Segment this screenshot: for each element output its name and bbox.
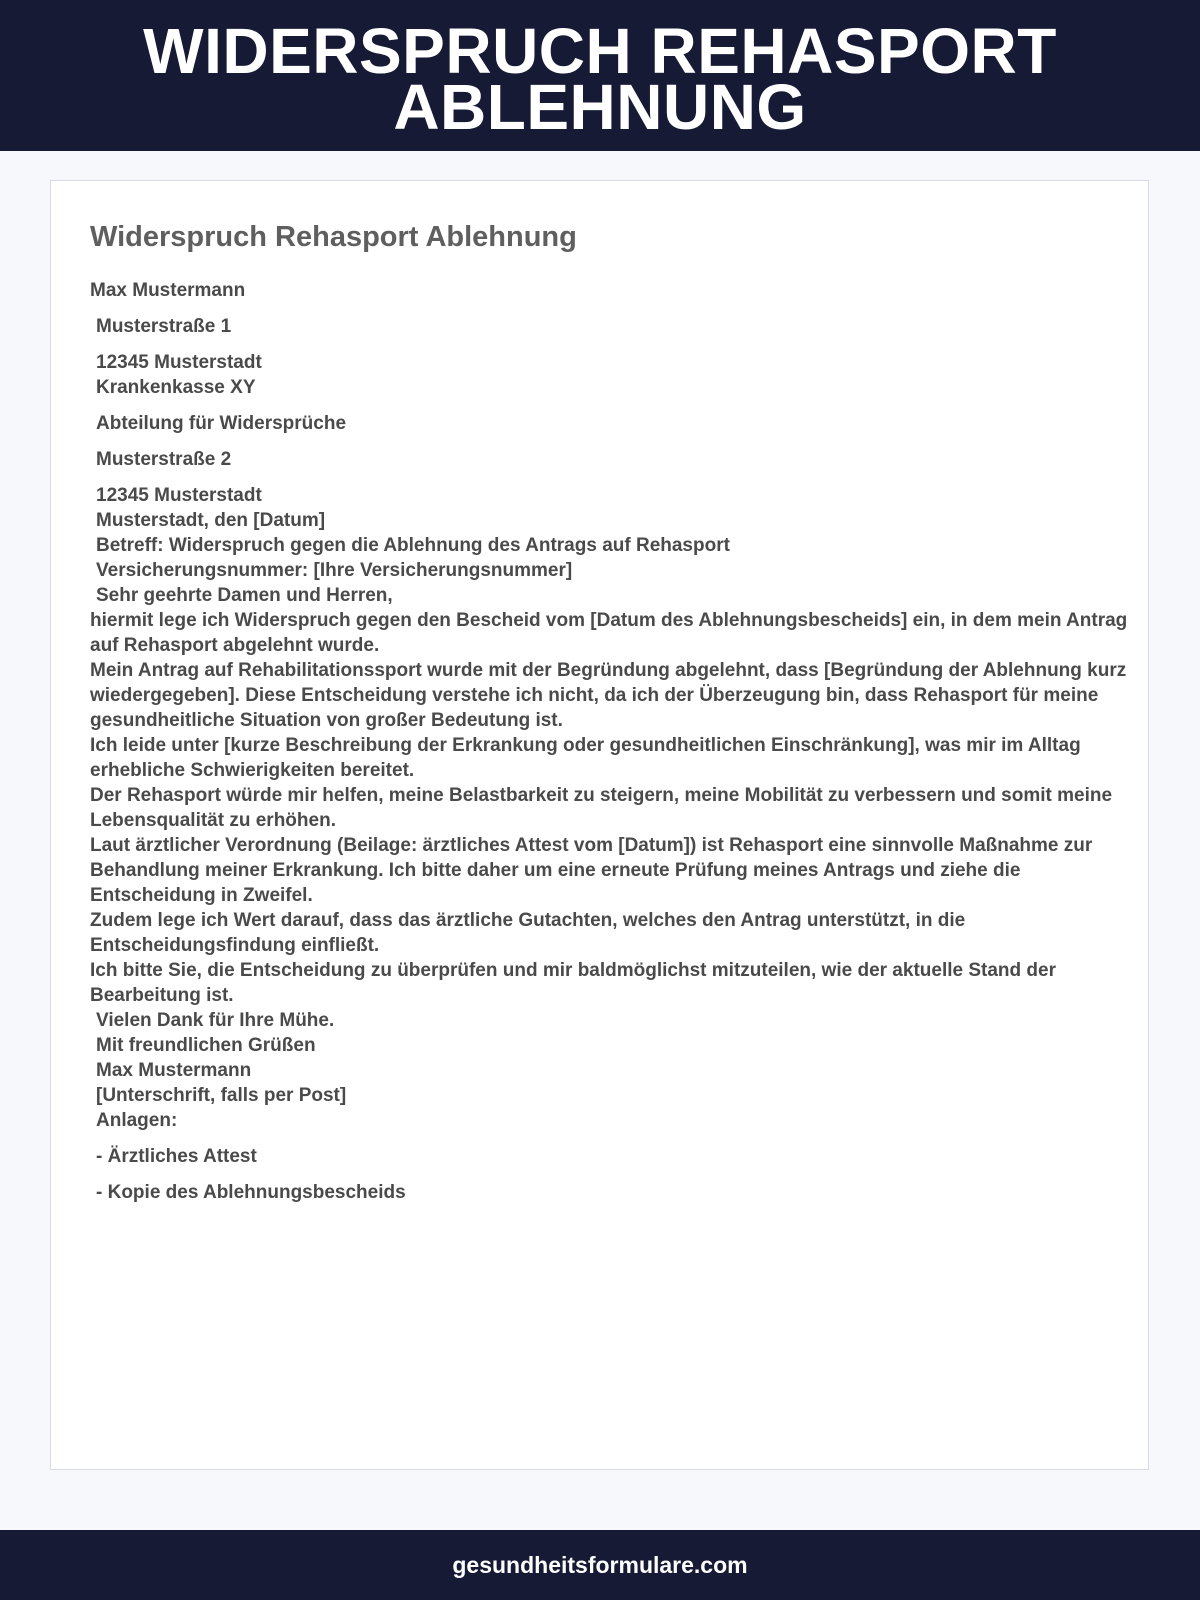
header-banner — [0, 0, 1200, 151]
letter-body — [90, 278, 1130, 1205]
attachment-item: - Ärztliches Attest — [96, 1146, 257, 1167]
recipient-street: Musterstraße 2 — [96, 449, 232, 470]
signature-name: Max Mustermann — [96, 1060, 252, 1081]
banner-title: WIDERSPRUCH REHASPORT ABLEHNUNG — [143, 14, 1057, 143]
recipient-department: Abteilung für Widersprüche — [96, 413, 347, 434]
recipient-name: Krankenkasse XY — [96, 377, 256, 398]
sender-name: Max Mustermann — [90, 280, 246, 301]
body-paragraph: Laut ärztlicher Verordnung (Beilage: ärztliches Attest vom [Datum]) ist Rehasport eine sinnvolle Maßnahme zur Behandlung meiner Erkrankung. Ich bitte daher um eine erneute Prüfung meines Antrags und ziehe die Entscheidung in Zweifel. — [90, 835, 1093, 906]
insurance-number: Versicherungsnummer: [Ihre Versicherungsnummer] — [96, 560, 573, 581]
footer-site-link[interactable]: gesundheitsformulare.com — [452, 1551, 748, 1578]
attachment-item: - Kopie des Ablehnungsbescheids — [96, 1182, 406, 1203]
recipient-city: 12345 Musterstadt — [96, 485, 262, 506]
subject-line: Betreff: Widerspruch gegen die Ablehnung des Antrags auf Rehasport — [96, 535, 730, 556]
sender-street: Musterstraße 1 — [96, 316, 232, 337]
body-paragraph: Der Rehasport würde mir helfen, meine Belastbarkeit zu steigern, meine Mobilität zu verbessern und somit meine Lebensqualität zu erhöhen. — [90, 785, 1113, 831]
body-paragraph: Ich leide unter [kurze Beschreibung der Erkrankung oder gesundheitlichen Einschränkung], was mir im Alltag erhebliche Schwierigkeiten bereitet. — [90, 735, 1081, 781]
closing-line: Mit freundlichen Grüßen — [96, 1035, 316, 1056]
footer-bar — [0, 1530, 1200, 1600]
date-line: Musterstadt, den [Datum] — [96, 510, 326, 531]
signature-note: [Unterschrift, falls per Post] — [96, 1085, 347, 1106]
salutation: Sehr geehrte Damen und Herren, — [96, 585, 393, 606]
thanks-line: Vielen Dank für Ihre Mühe. — [96, 1010, 335, 1031]
body-paragraph: hiermit lege ich Widerspruch gegen den Bescheid vom [Datum des Ablehnungsbescheids] ein, in dem mein Antrag auf Rehasport abgelehnt wurde. — [90, 610, 1128, 656]
document-title: Widerspruch Rehasport Ablehnung — [90, 221, 577, 253]
sender-city: 12345 Musterstadt — [96, 352, 262, 373]
body-paragraph: Mein Antrag auf Rehabilitationssport wurde mit der Begründung abgelehnt, dass [Begründung der Ablehnung kurz wiedergegeben]. Diese Entscheidung verstehe ich nicht, da ich der Überzeugung bin, dass Rehasport für meine gesundheitliche Situation von großer Bedeutung ist. — [90, 660, 1127, 731]
document-card — [50, 180, 1149, 1470]
document-content — [90, 181, 1130, 1205]
body-paragraph: Zudem lege ich Wert darauf, dass das ärztliche Gutachten, welches den Antrag unterstützt, in die Entscheidungsfindung einfließt. — [90, 910, 966, 956]
attachments-label: Anlagen: — [96, 1110, 178, 1131]
body-paragraph: Ich bitte Sie, die Entscheidung zu überprüfen und mir baldmöglichst mitzuteilen, wie der aktuelle Stand der Bearbeitung ist. — [90, 960, 1056, 1006]
